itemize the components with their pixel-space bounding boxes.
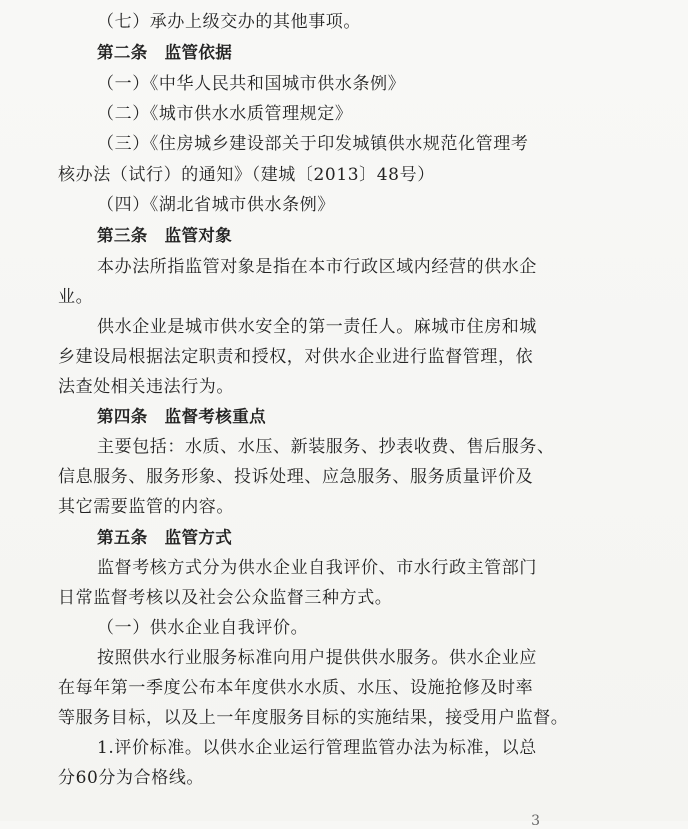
text-line: 核办法（试行）的通知》（建城〔2013〕48号）: [58, 165, 435, 185]
text-line: 其它需要监管的内容。: [58, 497, 234, 517]
text-line: 按照供水行业服务标准向用户提供供水服务。供水企业应: [97, 648, 537, 668]
text-line: 分60分为合格线。: [58, 768, 205, 788]
text-line: 主要包括：水质、水压、新装服务、抄表收费、售后服务、: [97, 437, 555, 457]
text-line: （二）《城市供水水质管理规定》: [97, 104, 353, 124]
text-line: 业。: [58, 287, 94, 307]
page-number: 3: [531, 813, 540, 829]
text-line: 在每年第一季度公布本年度供水水质、水压、设施抢修及时率: [58, 678, 534, 698]
section-heading: 第五条 监管方式: [97, 528, 233, 547]
section-heading: 第三条 监管对象: [97, 226, 233, 245]
text-line: 信息服务、服务形象、投诉处理、应急服务、服务质量评价及: [58, 467, 534, 487]
text-line: （一）《中华人民共和国城市供水条例》: [97, 74, 406, 94]
text-line: 供水企业是城市供水安全的第一责任人。麻城市住房和城: [97, 317, 537, 337]
text-line: （一）供水企业自我评价。: [97, 618, 309, 638]
section-heading: 第四条 监督考核重点: [97, 407, 266, 426]
text-line: 法查处相关违法行为。: [58, 377, 234, 397]
text-line: （三）《住房城乡建设部关于印发城镇供水规范化管理考: [97, 134, 529, 154]
text-line: 监督考核方式分为供水企业自我评价、市水行政主管部门: [97, 558, 537, 578]
text-line: 乡建设局根据法定职责和授权，对供水企业进行监督管理，依: [58, 347, 534, 367]
section-heading: 第二条 监管依据: [97, 43, 233, 62]
text-line: 本办法所指监管对象是指在本市行政区域内经营的供水企: [97, 257, 537, 277]
text-line: 日常监督考核以及社会公众监督三种方式。: [58, 588, 393, 608]
text-line: 1.评价标准。以供水企业运行管理监管办法为标准，以总: [97, 738, 537, 758]
text-line: 等服务目标，以及上一年度服务目标的实施结果，接受用户监督。: [58, 708, 569, 728]
text-line: （七）承办上级交办的其他事项。: [97, 12, 361, 32]
text-line: （四）《湖北省城市供水条例》: [97, 195, 335, 215]
